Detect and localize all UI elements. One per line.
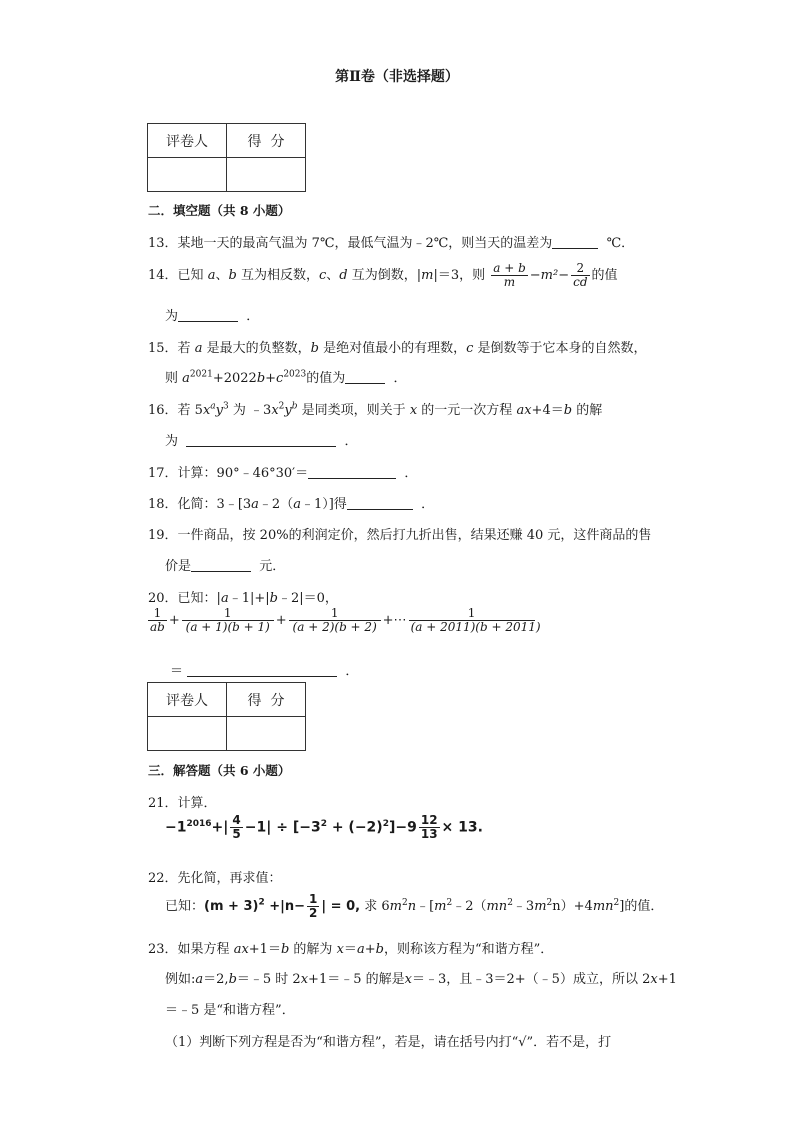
question-23-part1: （1）判断下列方程是否为“和谐方程”，若是，请在括号内打“√”．若不是，打 — [165, 1035, 612, 1050]
score-cell[interactable] — [227, 717, 306, 751]
answer-blank[interactable] — [191, 559, 251, 572]
question-16: 16．若 $5x^ay^3$ 为 $﹣3x^2y^b$ 是同类项，则关于 x 的一元一次方程 ax+4＝b 的解 — [148, 401, 603, 418]
question-14-line2: 为 ． — [165, 309, 260, 324]
question-21: 21．计算． — [148, 796, 217, 811]
answer-blank[interactable] — [347, 497, 413, 510]
question-20-answer: ＝ ． — [170, 664, 359, 679]
question-17: 17．计算：90°﹣46°30′＝ ． — [148, 466, 418, 481]
answer-blank[interactable] — [345, 371, 385, 384]
score-table-1 — [147, 123, 306, 192]
question-19-line2: 价是 元． — [165, 559, 286, 574]
question-23-line2: 例如:a＝2,b＝﹣5 时 2x+1＝﹣5 的解是x＝﹣3，且﹣3＝2+（﹣5）成立，所以 2x+1 — [165, 972, 677, 987]
score-table-2 — [147, 682, 306, 751]
section-answer: 三．解答题（共 6 小题） — [148, 763, 291, 778]
question-15: 15．若 a 是最大的负整数，b 是绝对值最小的有理数，c 是倒数等于它本身的自然数， — [148, 341, 647, 356]
section-fill-blank: 二．填空题（共 8 小题） — [148, 203, 291, 218]
question-19: 19．一件商品，按 20%的利润定价，然后打九折出售，结果还赚 40 元，这件商品的售 — [148, 528, 652, 543]
reviewer-header: 评卷人 — [148, 683, 227, 717]
question-20: 20．已知：|a﹣1|+|b﹣2|＝0， — [148, 591, 338, 606]
reviewer-cell[interactable] — [148, 717, 227, 751]
question-21-expression: $-1^{2016}+|$ $\frac{4}{5}$ $-1| \div [-3^2 + (-2)^2]-9$ $\frac{12}{13}$ × 13. — [165, 813, 483, 842]
score-header: 得 分 — [227, 124, 306, 158]
answer-blank[interactable] — [187, 664, 337, 677]
score-header: 得 分 — [227, 683, 306, 717]
reviewer-header: 评卷人 — [148, 124, 227, 158]
question-22: 22．先化简，再求值： — [148, 871, 282, 886]
answer-blank[interactable] — [552, 236, 598, 249]
score-cell[interactable] — [227, 158, 306, 192]
question-22-line2: 已知：$(m + 3)^2 +|n-$ $\frac{1}{2}$ | = 0, 求 $6m^2n﹣[m^2﹣2(mn^2﹣3m^2n)+4mn^2]$的值． — [165, 892, 664, 921]
question-23: 23．如果方程 ax+1＝b 的解为 x＝a+b，则称该方程为“和谐方程”． — [148, 942, 554, 957]
question-14: 14．已知 a、b 互为相反数，c、d 互为倒数，|m|＝3，则 $\frac{a + b}{m}$ −m²− $\frac{2}{cd}$ 的值 — [148, 261, 618, 290]
question-18: 18．化简：3﹣[3a﹣2（a﹣1）]得 ． — [148, 497, 435, 512]
answer-blank[interactable] — [178, 309, 238, 322]
answer-blank[interactable] — [186, 434, 336, 447]
answer-blank[interactable] — [308, 466, 396, 479]
question-23-line3: ＝﹣5 是“和谐方程”． — [165, 1003, 295, 1018]
question-20-series: $\frac{1}{ab}$ + $\frac{1}{(a + 1)(b + 1)}$ + $\frac{1}{(a + 2)(b + 2)}$ +⋯ $\frac{1}{(a + 2011)(b + 2011)}$ — [150, 606, 541, 635]
question-15-line2: 则 $a^{2021}+2022b+c^{2023}$的值为 ． — [165, 369, 407, 386]
question-13: 13．某地一天的最高气温为 7℃，最低气温为﹣2℃，则当天的温差为 ℃． — [148, 236, 635, 251]
page-title: 第Ⅱ卷（非选择题） — [335, 69, 459, 85]
question-16-line2: 为 ． — [165, 434, 358, 449]
reviewer-cell[interactable] — [148, 158, 227, 192]
